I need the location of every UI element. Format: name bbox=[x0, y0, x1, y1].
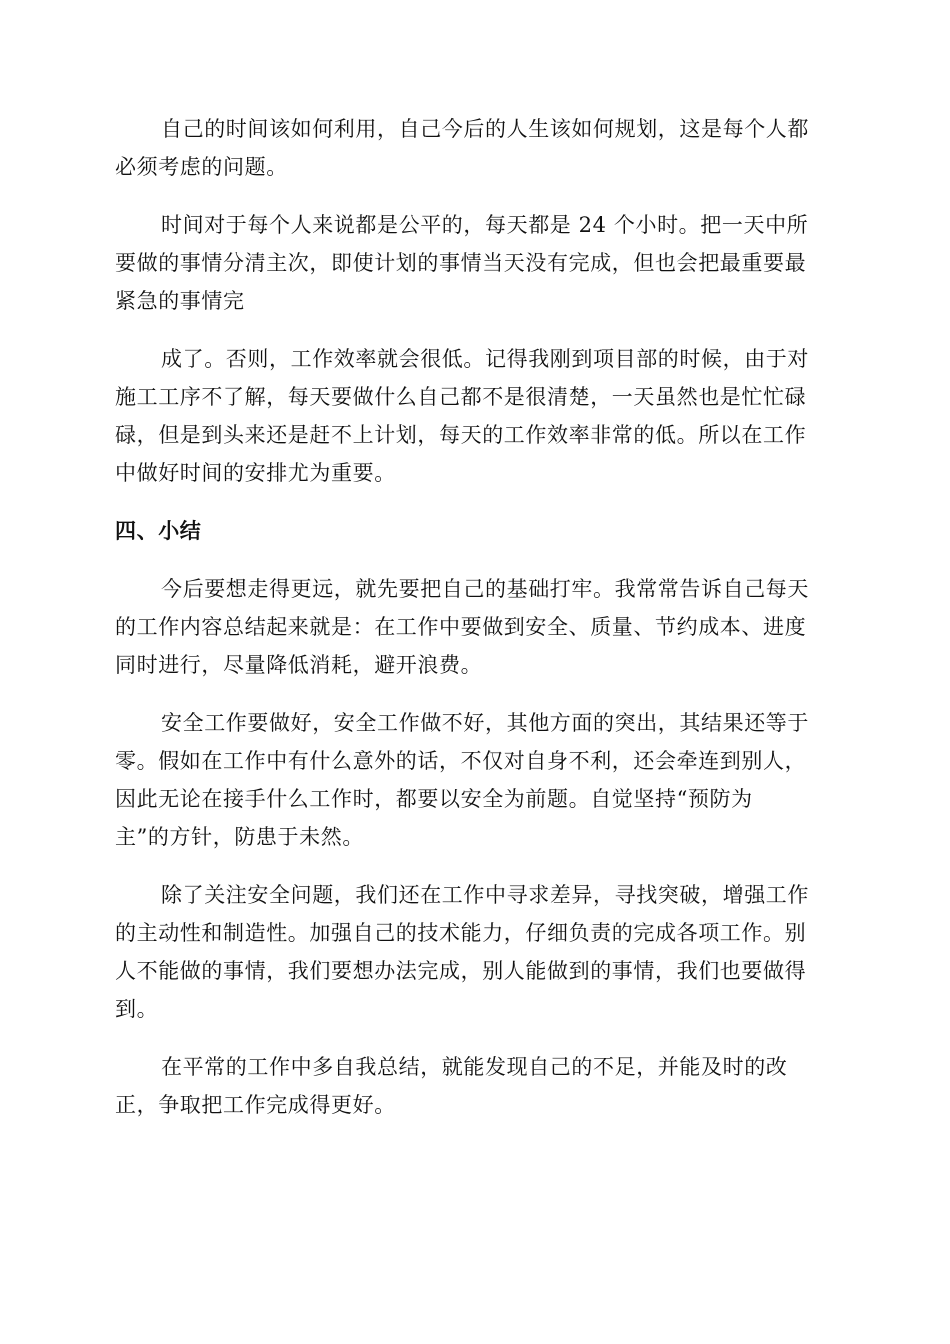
paragraph-time-fairness bbox=[115, 206, 835, 320]
text-line: 施工工序不了解，每天要做什么自己都不是很清楚，一天虽然也是忙忙碌 bbox=[115, 385, 807, 409]
paragraph-time-planning bbox=[115, 110, 835, 186]
paragraph-breakthrough bbox=[115, 876, 835, 1028]
text-line: 正，争取把工作完成得更好。 bbox=[115, 1093, 396, 1117]
text-line: 中做好时间的安排尤为重要。 bbox=[115, 461, 396, 485]
text-line: 人不能做的事情，我们要想办法完成，别人能做到的事情，我们也要做得 bbox=[115, 959, 807, 983]
text-line: 碌，但是到头来还是赶不上计划，每天的工作效率非常的低。所以在工作 bbox=[115, 423, 807, 447]
text-line: 的工作内容总结起来就是：在工作中要做到安全、质量、节约成本、进度 bbox=[115, 615, 807, 639]
text-line: 时间对于每个人来说都是公平的，每天都是 24 个小时。把一天中所 bbox=[161, 213, 809, 237]
text-line: 紧急的事情完 bbox=[115, 289, 245, 313]
section-heading-summary: 四、小结 bbox=[115, 519, 202, 543]
text-line: 因此无论在接手什么工作时，都要以安全为前题。自觉坚持“预防为 bbox=[115, 787, 753, 811]
text-line: 安全工作要做好，安全工作做不好，其他方面的突出，其结果还等于 bbox=[161, 711, 809, 735]
paragraph-foundation bbox=[115, 570, 835, 684]
text-line: 今后要想走得更远，就先要把自己的基础打牢。我常常告诉自己每天 bbox=[161, 577, 809, 601]
paragraph-self-review bbox=[115, 1048, 835, 1124]
document-body bbox=[115, 110, 835, 1144]
text-line: 除了关注安全问题，我们还在工作中寻求差异，寻找突破，增强工作 bbox=[161, 883, 809, 907]
paragraph-safety bbox=[115, 704, 835, 856]
text-line: 零。假如在工作中有什么意外的话，不仅对自身不利，还会牵连到别人， bbox=[115, 749, 807, 773]
text-line: 必须考虑的问题。 bbox=[115, 155, 288, 179]
text-line: 自己的时间该如何利用，自己今后的人生该如何规划，这是每个人都 bbox=[161, 117, 809, 141]
text-line: 成了。否则，工作效率就会很低。记得我刚到项目部的时候，由于对 bbox=[161, 347, 809, 371]
text-line: 到。 bbox=[115, 997, 159, 1021]
text-line: 要做的事情分清主次，即使计划的事情当天没有完成，但也会把最重要最 bbox=[115, 251, 807, 275]
text-line: 的主动性和制造性。加强自己的技术能力，仔细负责的完成各项工作。别 bbox=[115, 921, 807, 945]
text-line: 在平常的工作中多自我总结，就能发现自己的不足，并能及时的改 bbox=[161, 1055, 788, 1079]
paragraph-work-efficiency bbox=[115, 340, 835, 492]
text-line: 主”的方针，防患于未然。 bbox=[115, 825, 364, 849]
text-line: 同时进行，尽量降低消耗，避开浪费。 bbox=[115, 653, 483, 677]
